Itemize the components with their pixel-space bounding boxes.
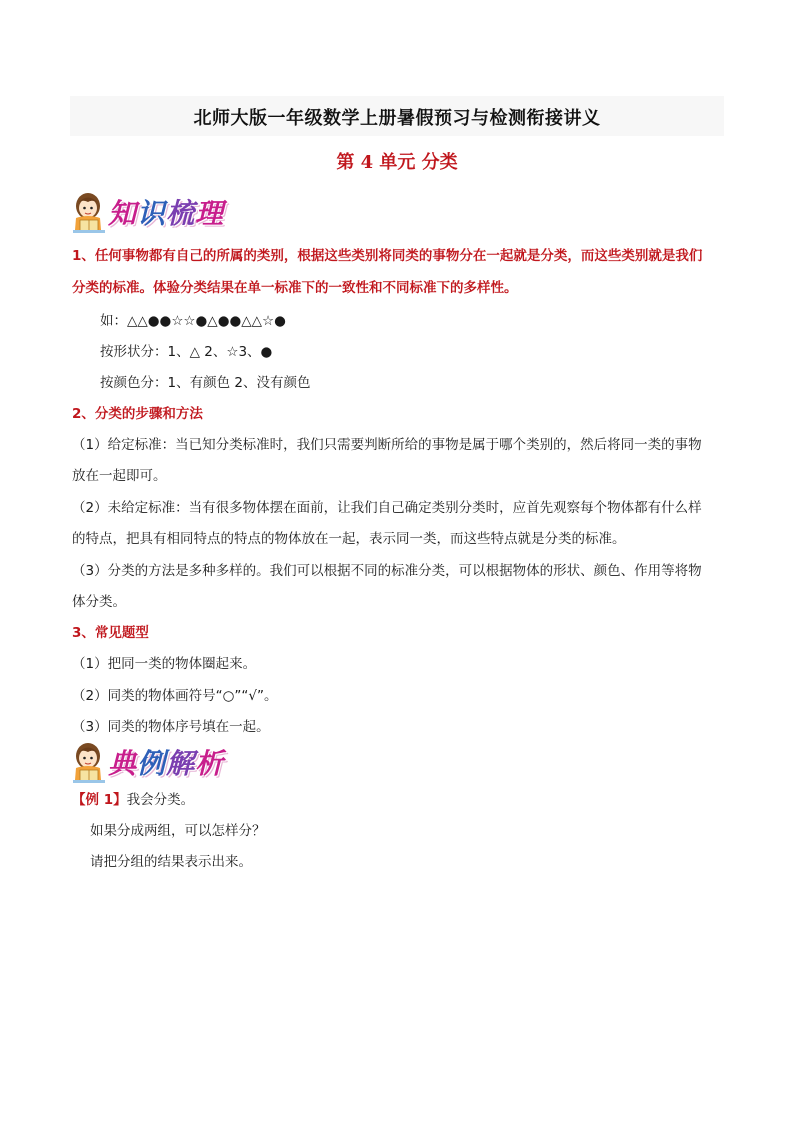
step-3-line-1: （3）分类的方法是多种多样的。我们可以根据不同的标准分类，可以根据物体的形状、颜色、作用等将物 (72, 563, 702, 579)
shapes-example: 如：△△●●☆☆●△●●△△☆● (100, 313, 286, 329)
section-title-char: 析 (195, 747, 225, 780)
knowledge-paragraph-1-line-2: 分类的标准。体验分类结果在单一标准下的一致性和不同标准下的多样性。 (72, 280, 518, 296)
example-1-tag: 【例 1】 (72, 792, 127, 808)
step-2-line-1: （2）未给定标准：当有很多物体摆在面前，让我们自己确定类别分类时，应首先观察每个物体都有什么样 (72, 500, 702, 516)
step-3-line-2: 体分类。 (72, 594, 126, 610)
question-type-2: （2）同类的物体画符号“○”“√”。 (72, 688, 278, 704)
by-shape-classification: 按形状分：1、△ 2、☆3、● (100, 344, 273, 360)
section-title-char: 理 (195, 197, 225, 230)
heading-common-question-types: 3、常见题型 (72, 625, 149, 641)
section-title-char: 解 (166, 747, 196, 780)
heading-steps-methods: 2、分类的步骤和方法 (72, 406, 203, 422)
example-1-prompt (72, 790, 724, 810)
section-title-char: 知 (108, 197, 138, 230)
section-title-knowledge (108, 192, 224, 232)
example-1-question-2: 请把分组的结果表示出来。 (90, 854, 252, 870)
unit-title: 第 4 单元 分类 (336, 152, 458, 173)
section-title-char: 梳 (166, 197, 196, 230)
section-title-char: 典 (108, 747, 138, 780)
example-1-question-1: 如果分成两组，可以怎样分？ (90, 823, 266, 839)
section-title-char: 识 (137, 197, 167, 230)
reading-girl-icon (70, 740, 112, 784)
step-1-line-1: （1）给定标准：当已知分类标准时，我们只需要判断所给的事物是属于哪个类别的，然后将同一类的事物 (72, 437, 702, 453)
section-title-char: 例 (137, 747, 167, 780)
question-type-1: （1）把同一类的物体圈起来。 (72, 656, 257, 672)
knowledge-paragraph-1-line-1: 1、任何事物都有自己的所属的类别，根据这些类别将同类的事物分在一起就是分类，而这些类别就是我们 (72, 248, 703, 264)
document-title: 北师大版一年级数学上册暑假预习与检测衔接讲义 (193, 108, 601, 129)
reading-girl-icon (70, 190, 112, 234)
question-type-3: （3）同类的物体序号填在一起。 (72, 719, 270, 735)
step-2-line-2: 的特点，把具有相同特点的特点的物体放在一起，表示同一类，而这些特点就是分类的标准。 (72, 531, 626, 547)
step-1-line-2: 放在一起即可。 (72, 468, 167, 484)
section-title-examples (108, 742, 224, 782)
by-color-classification: 按颜色分：1、有颜色 2、没有颜色 (100, 375, 311, 391)
example-1-text: 我会分类。 (126, 792, 195, 808)
